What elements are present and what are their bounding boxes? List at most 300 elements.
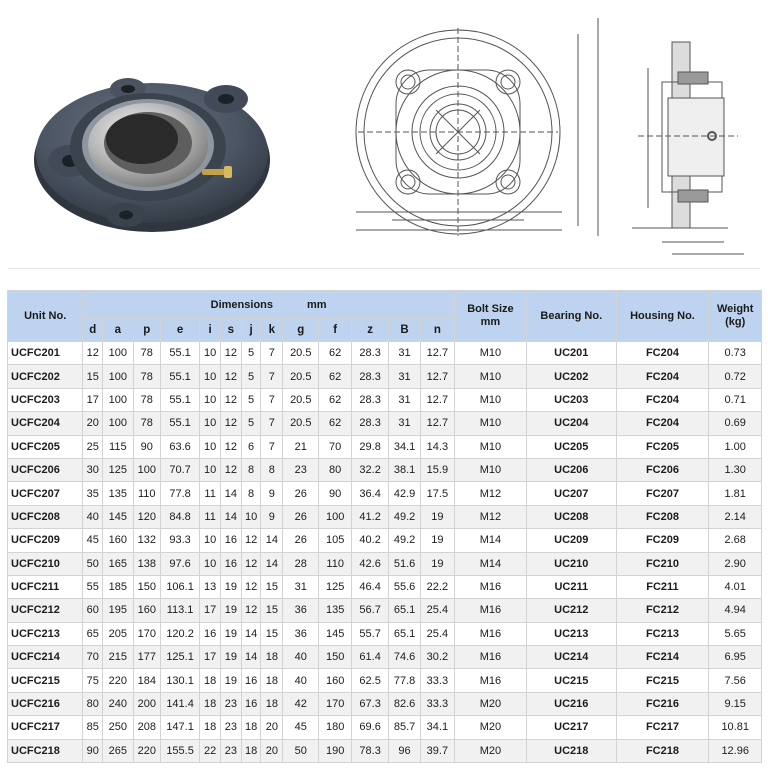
dimension-cell: 170 (319, 692, 352, 715)
dimension-cell: 42 (283, 692, 319, 715)
bolt-size-cell: M16 (454, 599, 526, 622)
dimension-cell: 147.1 (160, 716, 199, 739)
dimension-cell: 74.6 (389, 646, 421, 669)
bearing-no-cell: UC206 (526, 458, 616, 481)
dimension-cell: 31 (389, 388, 421, 411)
unit-no-cell: UCFC218 (8, 739, 83, 762)
dimension-cell: 25 (83, 435, 103, 458)
dimension-cell: 70 (83, 646, 103, 669)
unit-no-cell: UCFC213 (8, 622, 83, 645)
dimension-cell: 10 (200, 552, 221, 575)
dimension-cell: 145 (103, 505, 134, 528)
dimension-cell: 67.3 (352, 692, 389, 715)
bolt-size-cell: M10 (454, 458, 526, 481)
bolt-size-cell: M14 (454, 529, 526, 552)
dimension-cell: 39.7 (420, 739, 454, 762)
dimension-cell: 125 (319, 575, 352, 598)
table-row (8, 692, 762, 715)
dimension-cell: 18 (241, 739, 261, 762)
dimension-cell: 31 (389, 365, 421, 388)
dimension-cell: 19 (420, 552, 454, 575)
dimension-cell: 19 (221, 599, 242, 622)
dimension-cell: 93.3 (160, 529, 199, 552)
dimension-cell: 14.3 (420, 435, 454, 458)
unit-no-cell: UCFC215 (8, 669, 83, 692)
dim-symbol-header: n (420, 319, 454, 342)
dimension-cell: 15 (261, 575, 283, 598)
dimension-cell: 96 (389, 739, 421, 762)
housing-no-cell: FC208 (616, 505, 709, 528)
bolt-size-cell: M10 (454, 412, 526, 435)
bolt-size-cell: M12 (454, 482, 526, 505)
dimension-cell: 26 (283, 482, 319, 505)
dimension-cell: 41.2 (352, 505, 389, 528)
dimension-cell: 31 (389, 342, 421, 365)
dimension-cell: 31 (389, 412, 421, 435)
dimension-cell: 62 (319, 365, 352, 388)
dimension-cell: 7 (261, 342, 283, 365)
dimension-cell: 29.8 (352, 435, 389, 458)
table-row (8, 552, 762, 575)
front-view-drawing (352, 14, 614, 242)
bearing-no-cell: UC215 (526, 669, 616, 692)
dimension-cell: 17.5 (420, 482, 454, 505)
dimension-cell: 62.5 (352, 669, 389, 692)
dimension-cell: 23 (221, 716, 242, 739)
dimension-cell: 31 (283, 575, 319, 598)
dim-symbol-header: d (83, 319, 103, 342)
dim-symbol-header: i (200, 319, 221, 342)
spec-table (7, 290, 762, 763)
dimension-cell: 155.5 (160, 739, 199, 762)
unit-no-cell: UCFC207 (8, 482, 83, 505)
spec-table-body (8, 342, 762, 763)
dimension-cell: 55.1 (160, 342, 199, 365)
table-row (8, 599, 762, 622)
dimension-cell: 28.3 (352, 365, 389, 388)
dimension-cell: 12 (241, 599, 261, 622)
dimension-cell: 14 (241, 646, 261, 669)
dimension-cell: 65 (83, 622, 103, 645)
dimension-cell: 16 (241, 692, 261, 715)
dimension-cell: 19 (221, 575, 242, 598)
dimension-cell: 20.5 (283, 388, 319, 411)
bolt-size-cell: M16 (454, 646, 526, 669)
dimension-cell: 16 (241, 669, 261, 692)
bolt-size-cell: M10 (454, 388, 526, 411)
bearing-no-cell: UC201 (526, 342, 616, 365)
dimension-cell: 42.9 (389, 482, 421, 505)
dimension-cell: 14 (261, 552, 283, 575)
dimension-cell: 19 (420, 529, 454, 552)
dimension-cell: 10 (200, 342, 221, 365)
dimension-cell: 78 (133, 342, 160, 365)
dimension-cell: 16 (200, 622, 221, 645)
housing-no-cell: FC218 (616, 739, 709, 762)
dimension-cell: 100 (319, 505, 352, 528)
dimension-cell: 45 (283, 716, 319, 739)
dimension-cell: 55.1 (160, 412, 199, 435)
dimension-cell: 55.1 (160, 388, 199, 411)
dimension-cell: 160 (319, 669, 352, 692)
dimension-cell: 8 (241, 482, 261, 505)
dimension-cell: 10 (200, 412, 221, 435)
dimension-cell: 138 (133, 552, 160, 575)
dimension-cell: 19 (420, 505, 454, 528)
dimension-cell: 100 (103, 388, 134, 411)
unit-no-cell: UCFC208 (8, 505, 83, 528)
table-row (8, 435, 762, 458)
dimension-cell: 49.2 (389, 529, 421, 552)
dimension-cell: 220 (103, 669, 134, 692)
dimension-cell: 113.1 (160, 599, 199, 622)
dimension-cell: 14 (241, 622, 261, 645)
dimension-cell: 125 (103, 458, 134, 481)
bearing-no-cell: UC205 (526, 435, 616, 458)
dimension-cell: 50 (83, 552, 103, 575)
unit-no-cell: UCFC204 (8, 412, 83, 435)
dimension-cell: 100 (133, 458, 160, 481)
table-row (8, 458, 762, 481)
weight-cell: 0.72 (709, 365, 762, 388)
housing-no-cell: FC207 (616, 482, 709, 505)
dimension-cell: 5 (241, 365, 261, 388)
dimension-cell: 205 (103, 622, 134, 645)
table-row (8, 482, 762, 505)
weight-cell: 0.69 (709, 412, 762, 435)
dimension-cell: 40 (283, 669, 319, 692)
dimension-cell: 6 (241, 435, 261, 458)
dimension-cell: 18 (241, 716, 261, 739)
unit-no-cell: UCFC206 (8, 458, 83, 481)
weight-cell: 10.81 (709, 716, 762, 739)
dimension-cell: 12 (221, 388, 242, 411)
unit-no-cell: UCFC202 (8, 365, 83, 388)
dimension-cell: 85 (83, 716, 103, 739)
bolt-unit: mm (480, 316, 501, 328)
dimension-cell: 78.3 (352, 739, 389, 762)
dimension-cell: 120.2 (160, 622, 199, 645)
dimension-cell: 22.2 (420, 575, 454, 598)
dimension-cell: 15.9 (420, 458, 454, 481)
dimension-cell: 28.3 (352, 342, 389, 365)
table-row (8, 739, 762, 762)
housing-no-cell: FC214 (616, 646, 709, 669)
housing-no-cell: FC204 (616, 412, 709, 435)
dimension-cell: 7 (261, 365, 283, 388)
dimension-cell: 97.6 (160, 552, 199, 575)
dimension-cell: 34.1 (420, 716, 454, 739)
dimension-cell: 17 (200, 599, 221, 622)
dimension-cell: 208 (133, 716, 160, 739)
col-unit-no: Unit No. (8, 291, 83, 342)
dimension-cell: 10 (200, 388, 221, 411)
dimension-cell: 23 (221, 739, 242, 762)
section-divider (8, 268, 760, 269)
dimension-cell: 90 (133, 435, 160, 458)
dimension-cell: 20.5 (283, 412, 319, 435)
table-row (8, 716, 762, 739)
dimension-cell: 12 (241, 552, 261, 575)
dimension-cell: 11 (200, 482, 221, 505)
dimension-cell: 75 (83, 669, 103, 692)
dimension-cell: 215 (103, 646, 134, 669)
dimension-cell: 40 (283, 646, 319, 669)
bolt-size-cell: M20 (454, 692, 526, 715)
bearing-no-cell: UC216 (526, 692, 616, 715)
dimension-cell: 160 (103, 529, 134, 552)
dimension-cell: 17 (83, 388, 103, 411)
dimension-cell: 15 (261, 622, 283, 645)
weight-cell: 1.81 (709, 482, 762, 505)
dimensions-unit: mm (307, 298, 327, 311)
dimension-cell: 135 (103, 482, 134, 505)
table-row (8, 365, 762, 388)
dimension-cell: 33.3 (420, 692, 454, 715)
housing-no-cell: FC204 (616, 365, 709, 388)
bolt-size-cell: M16 (454, 622, 526, 645)
dimension-cell: 10 (241, 505, 261, 528)
table-row (8, 529, 762, 552)
bearing-no-cell: UC217 (526, 716, 616, 739)
housing-no-cell: FC205 (616, 435, 709, 458)
dimension-cell: 36.4 (352, 482, 389, 505)
dimension-cell: 265 (103, 739, 134, 762)
dimension-cell: 7 (261, 435, 283, 458)
dimension-cell: 45 (83, 529, 103, 552)
dimension-cell: 220 (133, 739, 160, 762)
dimension-cell: 30.2 (420, 646, 454, 669)
dimension-cell: 51.6 (389, 552, 421, 575)
dimension-cell: 141.4 (160, 692, 199, 715)
weight-cell: 2.14 (709, 505, 762, 528)
dimension-cell: 105 (319, 529, 352, 552)
dimension-cell: 19 (221, 622, 242, 645)
dimension-cell: 21 (283, 435, 319, 458)
housing-no-cell: FC204 (616, 388, 709, 411)
dim-symbol-header: g (283, 319, 319, 342)
dimension-cell: 18 (200, 669, 221, 692)
col-bearing-no: Bearing No. (526, 291, 616, 342)
dimension-cell: 26 (283, 529, 319, 552)
dimension-cell: 135 (319, 599, 352, 622)
dimension-cell: 20 (83, 412, 103, 435)
dimension-cell: 25.4 (420, 599, 454, 622)
bearing-no-cell: UC212 (526, 599, 616, 622)
dimension-cell: 115 (103, 435, 134, 458)
dimension-cell: 80 (319, 458, 352, 481)
dimension-cell: 82.6 (389, 692, 421, 715)
dimension-cell: 78 (133, 412, 160, 435)
bolt-size-cell: M10 (454, 342, 526, 365)
dimension-cell: 7 (261, 388, 283, 411)
weight-cell: 2.68 (709, 529, 762, 552)
dimension-cell: 12 (241, 575, 261, 598)
dimension-cell: 28 (283, 552, 319, 575)
dimension-cell: 28.3 (352, 412, 389, 435)
dimension-cell: 195 (103, 599, 134, 622)
dimension-cell: 8 (261, 458, 283, 481)
dimension-cell: 26 (283, 505, 319, 528)
bolt-size-cell: M14 (454, 552, 526, 575)
weight-cell: 12.96 (709, 739, 762, 762)
weight-cell: 4.94 (709, 599, 762, 622)
dimension-cell: 32.2 (352, 458, 389, 481)
dimension-cell: 80 (83, 692, 103, 715)
dimension-cell: 62 (319, 388, 352, 411)
dimension-cell: 12 (221, 435, 242, 458)
dimension-cell: 8 (241, 458, 261, 481)
bearing-no-cell: UC209 (526, 529, 616, 552)
dimension-cell: 14 (221, 505, 242, 528)
dimension-cell: 38.1 (389, 458, 421, 481)
dimension-cell: 5 (241, 388, 261, 411)
dimension-cell: 12 (221, 458, 242, 481)
dimension-cell: 13 (200, 575, 221, 598)
weight-caption: Weight (716, 303, 754, 315)
dimension-cell: 12 (83, 342, 103, 365)
dimension-cell: 90 (83, 739, 103, 762)
dimension-cell: 184 (133, 669, 160, 692)
col-bolt-size (454, 291, 526, 342)
housing-no-cell: FC215 (616, 669, 709, 692)
dimension-cell: 180 (319, 716, 352, 739)
dimension-cell: 36 (283, 622, 319, 645)
dimension-cell: 9 (261, 505, 283, 528)
dimension-cell: 49.2 (389, 505, 421, 528)
dim-symbol-header: a (103, 319, 134, 342)
dimension-cell: 23 (221, 692, 242, 715)
weight-cell: 7.56 (709, 669, 762, 692)
dim-symbol-header: k (261, 319, 283, 342)
dimension-cell: 55.7 (352, 622, 389, 645)
bolt-caption: Bolt Size (467, 303, 514, 315)
side-section-drawing (628, 32, 748, 260)
weight-cell: 1.30 (709, 458, 762, 481)
dimension-cell: 100 (103, 412, 134, 435)
bearing-no-cell: UC207 (526, 482, 616, 505)
dimension-cell: 90 (319, 482, 352, 505)
dimension-cell: 36 (283, 599, 319, 622)
dimension-cell: 110 (133, 482, 160, 505)
housing-no-cell: FC213 (616, 622, 709, 645)
dimension-cell: 34.1 (389, 435, 421, 458)
dimension-cell: 185 (103, 575, 134, 598)
dimension-cell: 60 (83, 599, 103, 622)
dim-symbol-header: j (241, 319, 261, 342)
dimension-cell: 12.7 (420, 388, 454, 411)
dimension-cell: 69.6 (352, 716, 389, 739)
unit-no-cell: UCFC212 (8, 599, 83, 622)
housing-no-cell: FC212 (616, 599, 709, 622)
bearing-no-cell: UC218 (526, 739, 616, 762)
dimensions-caption: Dimensions (210, 298, 274, 311)
dimension-cell: 100 (103, 365, 134, 388)
dimension-cell: 7 (261, 412, 283, 435)
housing-no-cell: FC217 (616, 716, 709, 739)
dimension-cell: 62 (319, 342, 352, 365)
dimension-cell: 15 (83, 365, 103, 388)
dimension-cell: 15 (261, 599, 283, 622)
dimension-cell: 145 (319, 622, 352, 645)
housing-no-cell: FC210 (616, 552, 709, 575)
dimension-cell: 12 (221, 342, 242, 365)
dimension-cell: 70.7 (160, 458, 199, 481)
dimension-cell: 70 (319, 435, 352, 458)
bolt-size-cell: M16 (454, 669, 526, 692)
bearing-no-cell: UC203 (526, 388, 616, 411)
dimension-cell: 11 (200, 505, 221, 528)
dimension-cell: 23 (283, 458, 319, 481)
dimension-cell: 10 (200, 458, 221, 481)
bearing-no-cell: UC211 (526, 575, 616, 598)
dimension-cell: 65.1 (389, 599, 421, 622)
dimension-cell: 55.6 (389, 575, 421, 598)
dimension-cell: 177 (133, 646, 160, 669)
dimension-cell: 240 (103, 692, 134, 715)
dimension-cell: 18 (261, 669, 283, 692)
dimension-cell: 19 (221, 669, 242, 692)
dimension-cell: 20 (261, 739, 283, 762)
dim-symbol-header: z (352, 319, 389, 342)
dimension-cell: 17 (200, 646, 221, 669)
table-row (8, 388, 762, 411)
dimension-cell: 77.8 (160, 482, 199, 505)
dimension-cell: 12 (241, 529, 261, 552)
dimension-cell: 10 (200, 365, 221, 388)
dimension-cell: 160 (133, 599, 160, 622)
dimension-cell: 16 (221, 552, 242, 575)
dimension-cell: 56.7 (352, 599, 389, 622)
unit-no-cell: UCFC216 (8, 692, 83, 715)
dimension-cell: 190 (319, 739, 352, 762)
table-row (8, 505, 762, 528)
dimension-cell: 20.5 (283, 365, 319, 388)
bearing-no-cell: UC204 (526, 412, 616, 435)
weight-cell: 0.71 (709, 388, 762, 411)
table-row (8, 646, 762, 669)
dimension-cell: 12.7 (420, 412, 454, 435)
weight-cell: 1.00 (709, 435, 762, 458)
unit-no-cell: UCFC211 (8, 575, 83, 598)
col-weight (709, 291, 762, 342)
dimension-cell: 170 (133, 622, 160, 645)
dim-symbol-header: s (221, 319, 242, 342)
housing-no-cell: FC206 (616, 458, 709, 481)
dimension-cell: 14 (261, 529, 283, 552)
unit-no-cell: UCFC209 (8, 529, 83, 552)
dimension-cell: 130.1 (160, 669, 199, 692)
dimension-cell: 35 (83, 482, 103, 505)
weight-cell: 5.65 (709, 622, 762, 645)
unit-no-cell: UCFC214 (8, 646, 83, 669)
dimension-cell: 20.5 (283, 342, 319, 365)
dimension-cell: 22 (200, 739, 221, 762)
dimension-cell: 5 (241, 342, 261, 365)
dimension-cell: 110 (319, 552, 352, 575)
dimension-cell: 250 (103, 716, 134, 739)
dimension-cell: 150 (319, 646, 352, 669)
housing-no-cell: FC216 (616, 692, 709, 715)
unit-no-cell: UCFC203 (8, 388, 83, 411)
dimension-cell: 40.2 (352, 529, 389, 552)
dimension-cell: 63.6 (160, 435, 199, 458)
dimension-cell: 30 (83, 458, 103, 481)
unit-no-cell: UCFC201 (8, 342, 83, 365)
dimension-cell: 10 (200, 435, 221, 458)
dimension-cell: 18 (261, 692, 283, 715)
dimension-cell: 55.1 (160, 365, 199, 388)
